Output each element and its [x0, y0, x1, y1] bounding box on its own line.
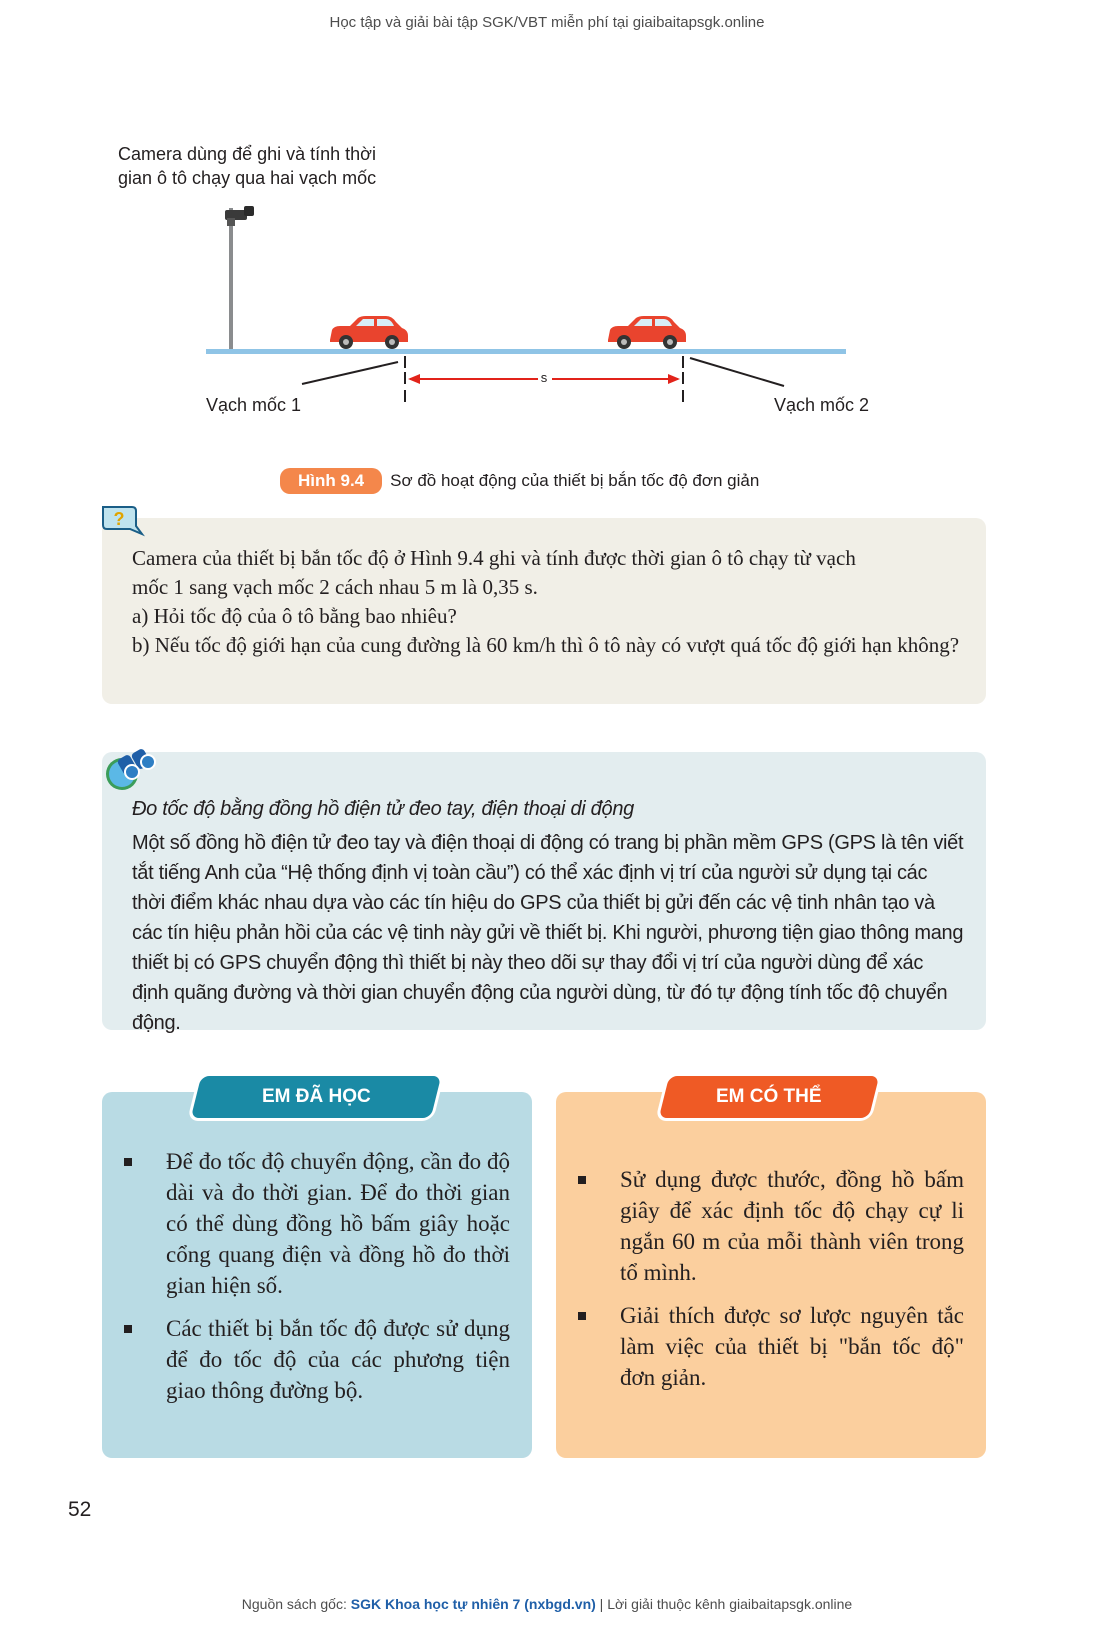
car-icon — [330, 316, 408, 349]
camera-pole-icon — [225, 206, 254, 352]
page-footer — [0, 1596, 1094, 1612]
list-item-text: Sử dụng được thước, đồng hồ bấm giây để xác định tốc độ chạy cự li ngắn 60 m của mỗi thành viên trong tổ mình. — [620, 1167, 964, 1285]
question-line2: mốc 1 sang vạch mốc 2 cách nhau 5 m là 0,35 s. — [132, 575, 538, 599]
question-line1: Camera của thiết bị bắn tốc độ ở Hình 9.4 ghi và tính được thời gian ô tô chạy từ vạch — [132, 546, 856, 570]
distance-label: s — [540, 370, 548, 385]
learned-title: EM ĐÃ HỌC — [261, 1086, 371, 1107]
can-do-tab — [659, 1076, 879, 1118]
list-item — [578, 1300, 964, 1393]
camera-caption — [118, 142, 418, 190]
list-item — [124, 1313, 510, 1406]
question-text — [132, 544, 964, 660]
footer-suffix: | Lời giải thuộc kênh giaibaitapsgk.online — [595, 1596, 853, 1612]
figure-caption: Sơ đồ hoạt động của thiết bị bắn tốc độ đơn giản — [390, 471, 760, 490]
bullet-icon — [124, 1158, 132, 1166]
can-do-list — [578, 1164, 964, 1405]
svg-text:?: ? — [113, 509, 125, 529]
bullet-icon — [578, 1312, 586, 1320]
list-item-text: Các thiết bị bắn tốc độ được sử dụng để đo tốc độ của các phương tiện giao thông đường bộ. — [166, 1316, 510, 1403]
can-do-title: EM CÓ THỂ — [716, 1086, 822, 1107]
question-mark-icon — [100, 504, 146, 540]
reading-body: Một số đồng hồ điện tử đeo tay và điện thoại di động có trang bị phần mềm GPS (GPS là tên viết tắt tiếng Anh của “Hệ thống định vị toàn cầu”) có thể xác định vị trí của người sử dụng tại các thời điểm khác nhau dựa vào các tín hiệu do GPS của thiết bị gửi đến các vệ tinh nhân tạo và các tín hiệu phản hồi của các vệ tinh này gửi về thiết bị. Khi người, phương tiện giao thông mang thiết bị có GPS chuyển động thì thiết bị này theo dõi sự thay đổi vị trí của người dùng để xác định quãng đường và thời gian chuyển động của người dùng, từ đó tự động tính tốc độ chuyển động. — [132, 832, 964, 1034]
question-a: a) Hỏi tốc độ của ô tô bằng bao nhiêu? — [132, 604, 457, 628]
camera-caption-line2: gian ô tô chạy qua hai vạch mốc — [118, 168, 377, 188]
bullet-icon — [578, 1176, 586, 1184]
list-item — [124, 1146, 510, 1301]
bullet-icon — [124, 1325, 132, 1333]
speed-camera-diagram — [200, 190, 890, 430]
figure-caption-row — [280, 466, 759, 496]
list-item — [578, 1164, 964, 1288]
question-b: b) Nếu tốc độ giới hạn của cung đường là 60 km/h thì ô tô này có vượt quá tốc độ giới hạn không? — [132, 633, 960, 657]
marker2-label: Vạch mốc 2 — [774, 395, 870, 415]
camera-caption-line1: Camera dùng để ghi và tính thời — [118, 144, 376, 164]
binoculars-icon — [104, 746, 160, 794]
learned-list — [124, 1146, 510, 1418]
figure-label-badge: Hình 9.4 — [280, 468, 382, 494]
list-item-text: Giải thích được sơ lược nguyên tắc làm việc của thiết bị "bắn tốc độ" đơn giản. — [620, 1303, 964, 1390]
car-icon — [608, 316, 686, 349]
list-item-text: Để đo tốc độ chuyển động, cần đo độ dài và đo thời gian. Để đo thời gian có thể dùng đồng hồ bấm giây hoặc cổng quang điện và đồng hồ đo thời gian hiện số. — [166, 1149, 510, 1298]
reading-title: Đo tốc độ bằng đồng hồ điện tử đeo tay, điện thoại di động — [132, 798, 634, 820]
footer-prefix: Nguồn sách gốc: — [241, 1596, 351, 1612]
marker1-label: Vạch mốc 1 — [206, 395, 302, 415]
learned-tab — [191, 1076, 441, 1118]
road — [206, 349, 846, 354]
footer-source-link[interactable]: SGK Khoa học tự nhiên 7 (nxbgd.vn) — [350, 1596, 596, 1612]
page-number: 52 — [68, 1498, 92, 1521]
page-header: Học tập và giải bài tập SGK/VBT miễn phí tại giaibaitapsgk.online — [329, 14, 765, 31]
